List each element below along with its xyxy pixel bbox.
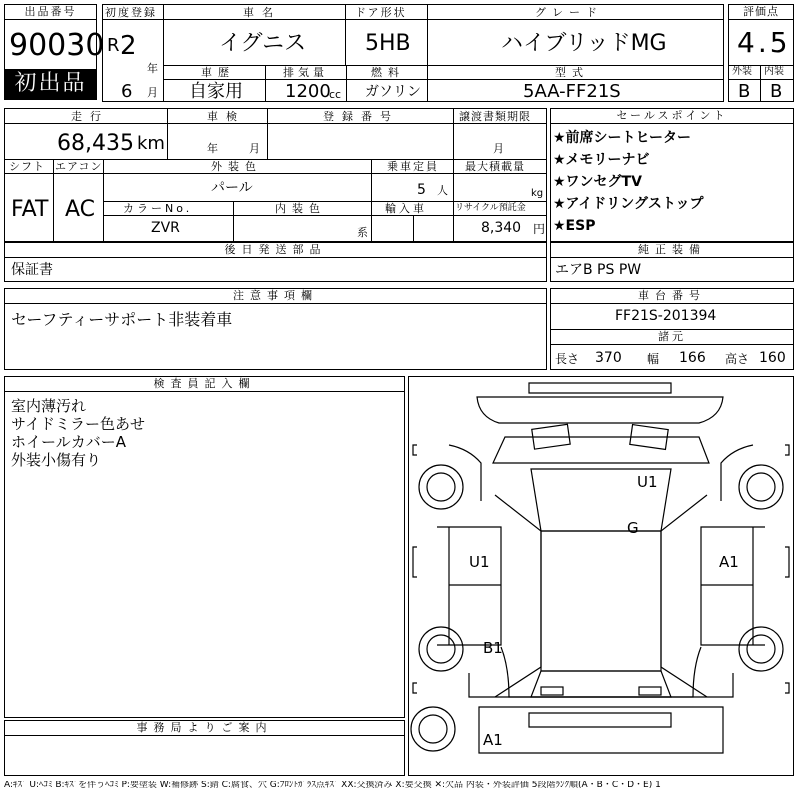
sales-point-5: ★ESP xyxy=(553,218,596,234)
reg-year-unit: 年 xyxy=(147,62,158,75)
width-label: 幅 xyxy=(647,352,660,366)
era: R xyxy=(107,35,120,56)
inspection-month-unit: 月 xyxy=(249,142,260,155)
height-label: 高さ xyxy=(725,352,750,366)
mark-roof: U1 xyxy=(637,473,658,491)
capacity-label: 乗車定員 xyxy=(387,160,439,173)
width: 166 xyxy=(679,350,706,366)
score-label: 評価点 xyxy=(729,5,793,20)
equipment-box xyxy=(550,242,794,282)
model-code: 5AA-FF21S xyxy=(523,81,621,102)
shift-label: シフト xyxy=(9,160,45,173)
car-name-label: 車名 xyxy=(243,6,281,19)
specs-label: 諸元 xyxy=(551,330,793,345)
legend: A:ｷｽﾞ U:ﾍｺﾐ B:ｷｽﾞを伴うﾍｺﾐ P:要塗装 W:補修跡 S:錆 C:腐食、穴 G:ﾌﾛﾝﾄｶﾞﾗｽ点ｷｽﾞ XX:交換済み X:要交換 ✕:欠品 内装・外装評価 5段階ﾗﾝｸ順(A・B・C・D・E) 1 xyxy=(4,781,661,790)
color-no: ZVR xyxy=(151,220,180,236)
displacement: 1200 xyxy=(285,81,331,102)
car-name: イグニス xyxy=(219,31,307,56)
recycle-fee: 8,340 xyxy=(481,220,522,236)
reg-month-unit: 月 xyxy=(147,86,158,99)
lot-number-box xyxy=(4,4,105,100)
later-parts: 保証書 xyxy=(11,262,53,278)
office-label: 事務局よりご案内 xyxy=(5,721,404,736)
capacity-unit: 人 xyxy=(437,184,448,197)
office-box xyxy=(4,720,405,776)
sales-point-3: ★ワンセグTV xyxy=(553,174,642,190)
sales-point-2: ★メモリーナビ xyxy=(553,152,650,168)
history-label: 車歴 xyxy=(201,66,235,79)
grade-label: グレード xyxy=(535,6,603,19)
interior-label: 内装 xyxy=(764,66,784,77)
exterior-grade: B xyxy=(738,81,751,102)
inspector-box xyxy=(4,376,405,718)
inspection-label: 車検 xyxy=(207,110,245,123)
interior-color-label: 内装色 xyxy=(275,202,326,215)
ac: AC xyxy=(65,197,96,222)
fuel-label: 燃料 xyxy=(371,66,405,79)
fuel: ガソリン xyxy=(365,84,421,100)
caution-note: セーフティーサポート非装着車 xyxy=(11,310,233,329)
mark-left-side: U1 xyxy=(469,553,490,571)
sales-points-label: セールスポイント xyxy=(551,109,793,124)
length: 370 xyxy=(595,350,622,366)
inspection-year-unit: 年 xyxy=(207,142,218,155)
chassis-label: 車台番号 xyxy=(551,289,793,304)
caution-box xyxy=(4,288,547,370)
color: パール xyxy=(211,180,253,196)
mileage-unit: km xyxy=(137,133,165,154)
reg-month: 6 xyxy=(121,81,133,102)
color-label: 外装色 xyxy=(211,160,262,173)
caution-label: 注意事項欄 xyxy=(5,289,546,304)
inspector-note-4: 外装小傷有り xyxy=(11,451,102,469)
mileage: 68,435 xyxy=(57,131,134,156)
exterior-label: 外装 xyxy=(732,66,752,77)
lot-number-label: 出品番号 xyxy=(5,5,96,20)
door-label: ドア形状 xyxy=(355,6,407,19)
sales-point-1: ★前席シートヒーター xyxy=(553,130,691,146)
score-box xyxy=(728,4,794,102)
recycle-unit: 円 xyxy=(533,222,546,236)
door-type: 5HB xyxy=(365,31,411,56)
sales-point-4: ★アイドリングストップ xyxy=(553,196,704,212)
shift: FAT xyxy=(11,197,49,222)
first-reg-label: 初度登録 xyxy=(105,6,157,19)
interior-color-unit: 系 xyxy=(357,226,368,239)
inspector-note-2: サイドミラー色あせ xyxy=(11,415,145,433)
lot-number: 90030 xyxy=(9,28,105,63)
model-label: 型式 xyxy=(555,66,589,79)
max-load-unit: kg xyxy=(531,188,544,199)
header-box xyxy=(102,4,724,102)
first-listing-badge: 初出品 xyxy=(5,69,96,99)
max-load-label: 最大積載量 xyxy=(465,160,525,173)
equipment: エアB PS PW xyxy=(555,262,642,278)
reg-year: 2 xyxy=(120,31,137,61)
history: 自家用 xyxy=(189,81,243,102)
later-parts-label: 後日発送部品 xyxy=(5,243,546,258)
chassis-number: FF21S-201394 xyxy=(615,308,717,324)
transfer-month-unit: 月 xyxy=(493,142,504,155)
mark-rear: A1 xyxy=(483,731,503,749)
equipment-label: 純正装備 xyxy=(551,243,793,258)
score: 4.5 xyxy=(737,26,791,59)
mark-windshield: G xyxy=(627,519,639,537)
reg-number-label: 登録番号 xyxy=(323,110,399,123)
mileage-label: 走行 xyxy=(71,110,109,123)
import-label: 輸入車 xyxy=(385,202,427,215)
car-outline-diagram xyxy=(409,377,793,775)
mark-right-side: A1 xyxy=(719,553,739,571)
inspector-label: 検査員記入欄 xyxy=(5,377,404,392)
height: 160 xyxy=(759,350,786,366)
grade: ハイブリッドMG xyxy=(501,31,667,56)
transfer-deadline-label: 譲渡書類期限 xyxy=(459,110,531,123)
chassis-box xyxy=(550,288,794,370)
later-parts-box xyxy=(4,242,547,282)
displacement-unit: cc xyxy=(329,88,342,101)
damage-diagram xyxy=(408,376,794,776)
inspector-note-3: ホイールカバーA xyxy=(11,433,126,451)
color-no-label: カラーNo. xyxy=(123,202,193,215)
capacity: 5 xyxy=(417,182,426,198)
inspector-note-1: 室内薄汚れ xyxy=(11,397,87,415)
recycle-label: リサイクル預託金 xyxy=(455,203,526,213)
mark-left-rear: B1 xyxy=(483,639,503,657)
length-label: 長さ xyxy=(555,352,580,366)
vehicle-details-box xyxy=(4,108,547,242)
ac-label: エアコン xyxy=(55,160,103,173)
interior-grade: B xyxy=(770,81,783,102)
displacement-label: 排気量 xyxy=(283,66,328,79)
sales-points-box xyxy=(550,108,794,242)
